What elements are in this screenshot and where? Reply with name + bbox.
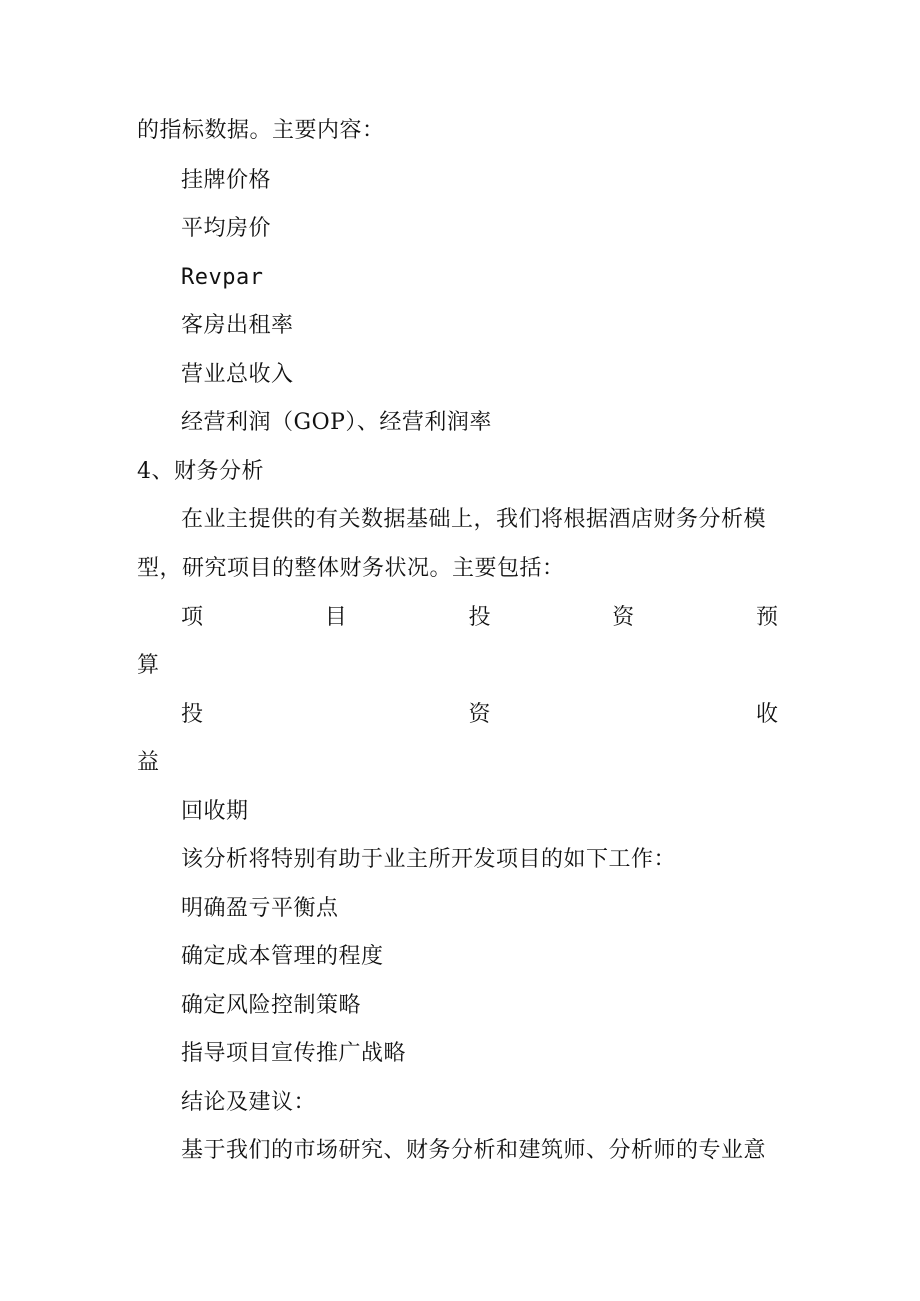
return-char: 资 [468, 702, 491, 727]
paragraph-line: 基于我们的市场研究、财务分析和建筑师、分析师的专业意 [181, 1138, 767, 1163]
section-heading: 4、财务分析 [137, 459, 264, 484]
budget-char: 投 [468, 605, 491, 630]
help-intro-line: 该分析将特别有助于业主所开发项目的如下工作： [181, 847, 677, 872]
budget-char: 项 [181, 605, 204, 630]
indicator-item: 挂牌价格 [181, 168, 272, 193]
payback-item: 回收期 [181, 799, 249, 824]
indicator-item: 客房出租率 [181, 313, 294, 338]
indicator-item: 营业总收入 [181, 362, 294, 387]
help-item: 明确盈亏平衡点 [181, 896, 339, 921]
budget-justified-line [181, 603, 778, 633]
indicator-item: Revpar [181, 265, 264, 290]
budget-char: 预 [755, 605, 778, 630]
return-wrap-char: 益 [137, 750, 160, 775]
help-item: 指导项目宣传推广战略 [181, 1041, 407, 1066]
budget-char: 目 [324, 605, 347, 630]
paragraph-line: 型，研究项目的整体财务状况。主要包括： [137, 556, 565, 581]
help-item: 确定成本管理的程度 [181, 944, 384, 969]
indicator-item: 平均房价 [181, 216, 272, 241]
return-char: 投 [181, 702, 204, 727]
return-justified-line [181, 700, 778, 730]
budget-wrap-char: 算 [137, 653, 160, 678]
conclusion-label: 结论及建议： [181, 1090, 317, 1115]
budget-char: 资 [612, 605, 635, 630]
help-item: 确定风险控制策略 [181, 993, 362, 1018]
indicator-item: 经营利润（GOP）、经营利润率 [181, 410, 492, 435]
return-char: 收 [755, 702, 778, 727]
paragraph-line: 在业主提供的有关数据基础上，我们将根据酒店财务分析模 [181, 507, 767, 532]
intro-tail-line: 的指标数据。主要内容： [137, 118, 385, 143]
